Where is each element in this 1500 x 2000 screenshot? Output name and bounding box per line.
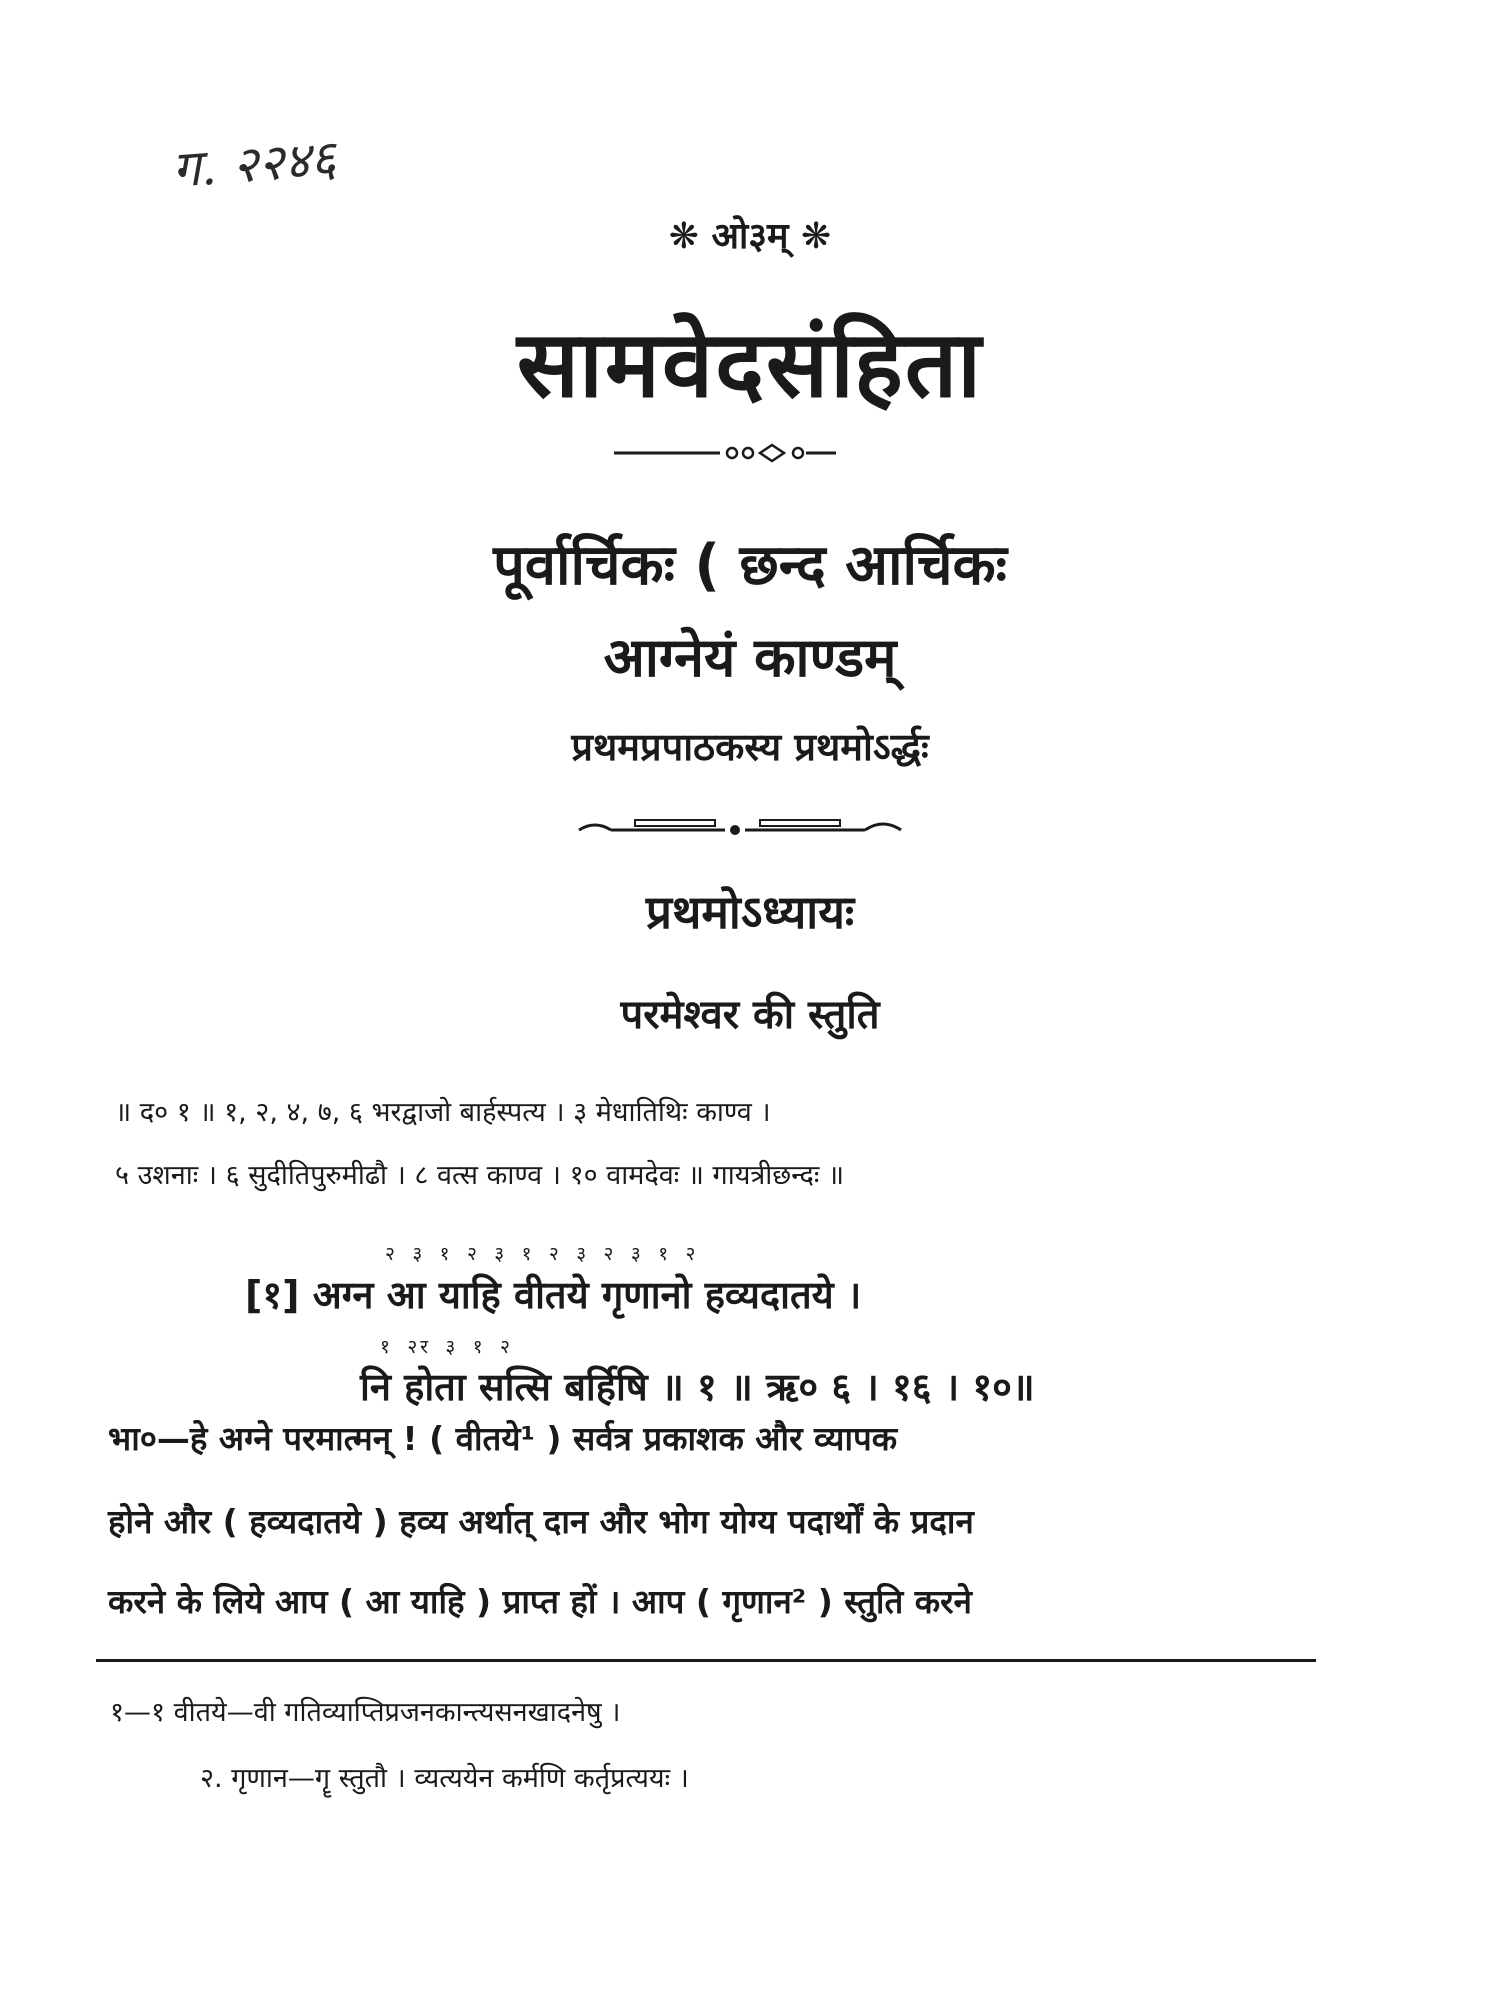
mantra-line-1: [१] अग्न आ याहि वीतये गृणानो हव्यदातये । xyxy=(245,1273,862,1317)
page-title: सामवेदसंहिता xyxy=(516,311,984,418)
svara-accent-marks: २ ३ १ २ ३ १ २ ३ २ ३ १ २ xyxy=(385,1243,699,1265)
footnote-separator xyxy=(96,1659,1316,1662)
section-heading: परमेश्वर की स्तुति xyxy=(620,992,880,1038)
ornamental-divider-top xyxy=(610,440,840,466)
rishi-metadata-line: ॥ द० १ ॥ १, २, ४, ७, ६ भरद्वाजो बार्हस्पत्य । ३ मेधातिथिः काण्व । xyxy=(115,1097,771,1128)
chapter-heading: प्रथमोऽध्यायः xyxy=(645,885,855,939)
invocation-om: ❋ ओ३म् ❋ xyxy=(668,216,832,257)
ornamental-divider-bottom xyxy=(575,812,905,842)
mantra-line-2: नि होता सत्सि बर्हिषि ॥ १ ॥ ऋ० ६ । १६ । १०॥ xyxy=(360,1365,1035,1409)
subtitle-agneya-kanda: आग्नेयं काण्डम् xyxy=(603,626,897,689)
subtitle-purvarchika: पूर्वार्चिकः ( छन्द आर्चिकः xyxy=(493,533,1007,598)
commentary-line: होने और ( हव्यदातये ) हव्य अर्थात् दान और भोग योग्य पदार्थों के प्रदान xyxy=(108,1502,974,1541)
handwritten-accession-number: ग. २२४६ xyxy=(170,129,338,199)
subtitle-prapathaka: प्रथमप्रपाठकस्य प्रथमोऽर्द्धः xyxy=(571,725,929,769)
rishi-metadata-line: ५ उशनाः । ६ सुदीतिपुरुमीढौ । ८ वत्स काण्व । १० वामदेवः ॥ गायत्रीछन्दः ॥ xyxy=(115,1160,845,1191)
footnote: २. गृणान—गॄ स्तुतौ । व्यत्ययेन कर्मणि कर्तृप्रत्ययः । xyxy=(200,1763,689,1794)
commentary-line: करने के लिये आप ( आ याहि ) प्राप्त हों । आप ( गृणान² ) स्तुति करने xyxy=(108,1582,972,1621)
footnote: १—१ वीतये—वी गतिव्याप्तिप्रजनकान्त्यसनखादनेषु । xyxy=(110,1697,621,1728)
commentary-line: भा०—हे अग्ने परमात्मन् ! ( वीतये¹ ) सर्वत्र प्रकाशक और व्यापक xyxy=(108,1419,898,1458)
svara-accent-marks: १ २र ३ १ २ xyxy=(380,1336,513,1358)
